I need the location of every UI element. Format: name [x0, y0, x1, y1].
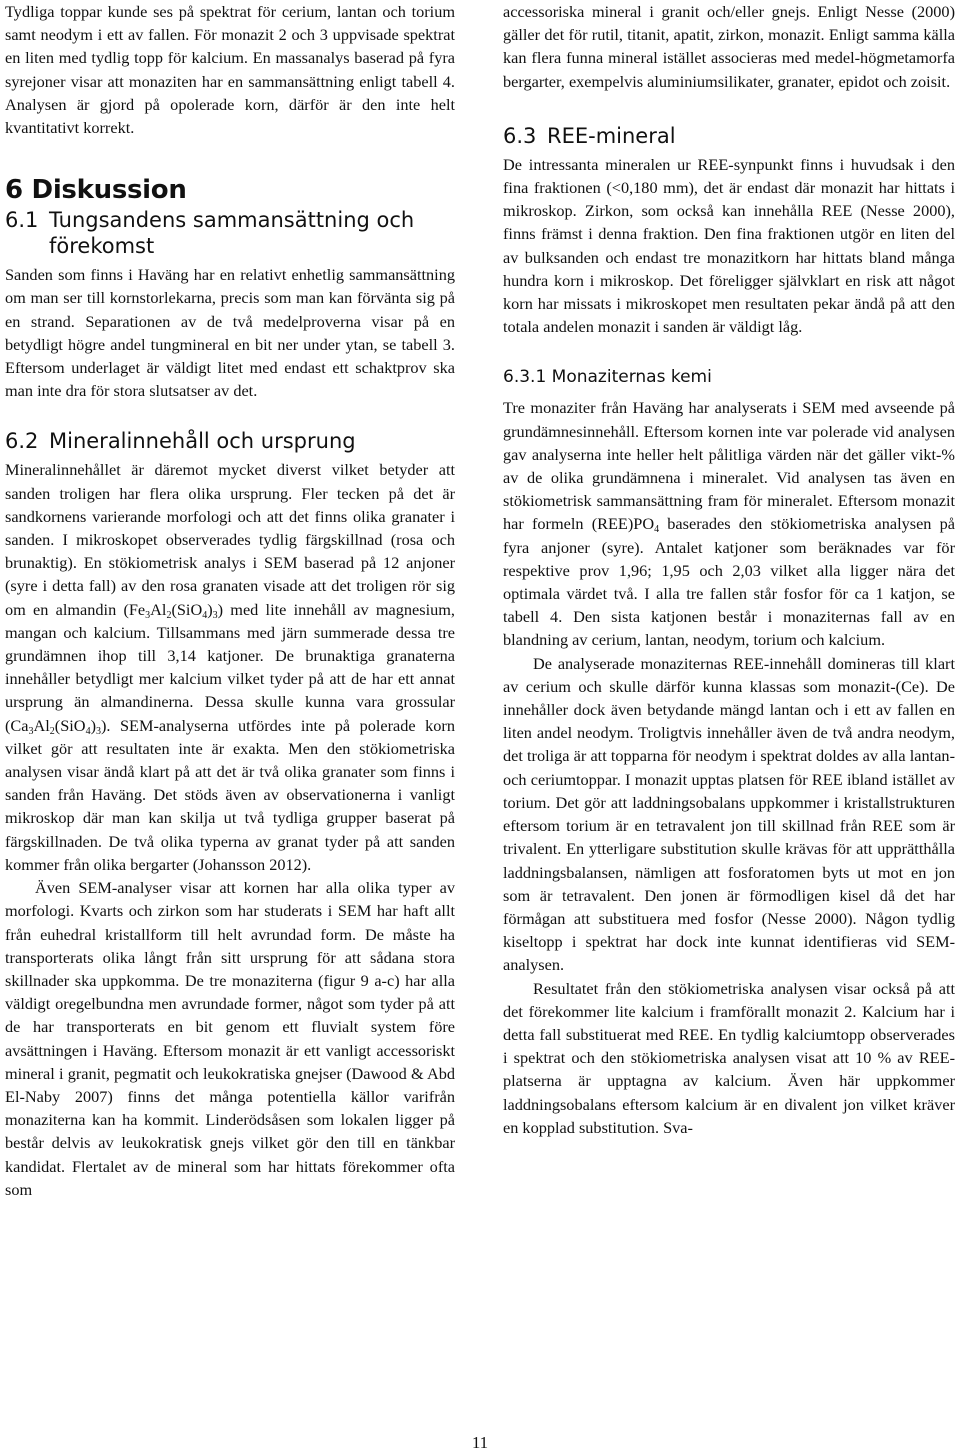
formula-part: (SiO: [171, 599, 203, 619]
text-run: ) med lite innehåll av magnesium, mangan och kalcium. Tillsammans med järn summerade dessa tre grundämnen ihop till 3,14 katjoner. De brunaktiga granaterna innehåller betydligt mer kalcium vilket tyder på att de har ett annat ursprung än almandinerna. Dessa skulle kunna vara grossular (Ca: [5, 599, 456, 735]
subscript: 4: [654, 524, 660, 536]
formula-part: (SiO: [54, 715, 86, 735]
subsection-number: 6.3: [503, 123, 537, 148]
subsubsection-heading-6-3-1: 6.3.1 Monaziternas kemi: [503, 367, 712, 388]
left-column: [5, 0, 455, 1201]
text-run: baserades den stökiometriska analysen på fyra anjoner (syre). Antalet katjoner som beräknades var för respektive prov 1,96; 1,95 och 2,03 vilket alla ligger nära det optimala värdet två. I alla tre fallen står fosfor för ca 1 katjon, se tabell 4. Den sista katjonen består i monaziternas fall av en blandning av cerium, lantan, neodym, torium och kalcium.: [503, 514, 956, 650]
subscript: 2: [49, 725, 55, 737]
subscript: 4: [202, 609, 208, 621]
subsection-number: 6.2: [5, 429, 39, 454]
subscript: 3: [212, 609, 218, 621]
text-run: Tre monaziter från Haväng har analyserats i SEM med avseende på grundämnesinnehåll. Eftersom kornen inte var polerade vid analysen gav analyserna inte heller helt pålitliga värden när det gäller vikt-% av de olika grundämnena i mineralet. Vid analysen tas även en stökiometrisk sammansättning fram för mineralet. Eftersom monazit har formeln (REE)PO: [503, 398, 955, 534]
text-run: Mineralinnehållet är däremot mycket diverst vilket betyder att sanden troligen har flera olika ursprung. Fler tecken på det är sandkornens varierande morfologi och att det finns olika granater i sanden. I mikroskopet observerades tydlig färgskillnad (rosa och brunaktig). En stökiometrisk analys i SEM baserad på 12 anjoner (syre i detta fall) av den rosa granaten visade att det troligen rör sig om en almandin (Fe: [5, 460, 455, 619]
subsection-title-line1: Tungsandens sammansättning och: [49, 208, 415, 233]
subscript: 3: [145, 609, 151, 621]
subsection-heading-6-2: [5, 428, 455, 454]
subsection-heading-6-1: [5, 207, 455, 259]
formula-part: ): [90, 715, 96, 735]
paragraph-6-2a: [5, 458, 455, 876]
formula-part: Al: [150, 599, 167, 619]
text-run: ). SEM-analyserna utfördes inte på polerade korn vilket gör att resultaten inte är exakta. Men den stökiometriska analysen visar ändå klart på att det är två olika granater som finns i sanden från Haväng. Det stöds även av observationerna i vanligt mikroskop där man kan skilja ut två tydliga grupper baserat på färgskillnaden. De två olika typerna av granat tyder på att sanden kommer från olika bergarter (Johansson 2012).: [5, 715, 455, 874]
paragraph-6-3-1b: De analyserade monaziternas REE-innehåll domineras till klart av cerium och skulle därför kunna klassas som monazit-(Ce). De innehåller dock även betydande mängd lantan och i ett av fallen en liten andel neodym. Troligtvis innehåller även de två andra neodym, det troliga är att topparna för neodym i spektrat doldes av alla lantan- och ceriumtoppar. I monazit upptas platsen för REE ibland istället av torium. Det gör att laddningsobalans uppkommer i kristallstrukturen eftersom torium är en tetravalent jon till skillnad från REE som är trivalent. En ytterligare substitution skulle krävas för att upprätthålla laddningsbalansen, nämligen att fosforatomen byts ut mot en jon som är tetravalent. Den jonen är förmodligen kisel då det har förmågan att substituera med fosfor (Nesse 2000). Någon tydlig kiseltopp i spektrat har dock inte kunnat identifieras vid SEM-analysen.: [503, 653, 955, 975]
right-column: [503, 0, 955, 1139]
subscript: 2: [166, 609, 172, 621]
paragraph-6-3-1c: Resultatet från den stökiometriska analysen visar också på att det förekommer lite kalcium i framförallt monazit 2. Kalcium har i detta fall substituerat med REE. En tydlig kalciumtopp observerades i spektrat och den stökiometriska analysen visat att 10 % av REE-platserna är upptagna av kalcium. Även här uppkommer laddningsobalans eftersom kalcium är en divalent jon vilket kräver en kopplad substitution. Sva-: [503, 978, 955, 1137]
subsection-number: 6.1: [5, 208, 39, 233]
subsection-title-line2: förekomst: [49, 234, 155, 259]
formula-part: ): [207, 599, 213, 619]
subsection-title: Mineralinnehåll och ursprung: [49, 429, 356, 454]
subsection-title: REE-mineral: [547, 123, 676, 148]
subsection-heading-6-3: [503, 123, 955, 149]
paragraph-6-3-1a: [503, 396, 955, 651]
intro-paragraph: Tydliga toppar kunde ses på spektrat för cerium, lantan och torium samt neodym i ett av fallen. För monazit 2 och 3 uppvisade spektrat en liten med tydlig topp för kalcium. En massanalys baserad på fyra syrejoner visar att monaziten har en sammansättning enligt tabell 4. Analysen är gjord på opolerade korn, därför är den inte helt kvantitativt korrekt.: [5, 2, 455, 138]
subscript: 3: [28, 725, 34, 737]
paragraph-6-1: Sanden som finns i Haväng har en relativt enhetlig sammansättning om man ser till kornstorlekarna, precis som man kan förvänta sig på en strand. Separationen av de två medelproverna visar på en betydligt högre andel tungmineral en bit ner under ytan, se tabell 3. Eftersom underlaget är väldigt litet med endast ett schaktprov ska man inte dra för stora slutsatser av det.: [5, 265, 455, 401]
continuation-paragraph: accessoriska mineral i granit och/eller gnejs. Enligt Nesse (2000) gäller det för rutil, titanit, apatit, zirkon, monazit. Enligt samma källa kan flera funna mineral istället associeras med medel-högmetamorfa bergarter, exempelvis aluminiumsilikater, granater, epidot och zoisit.: [503, 2, 955, 91]
subscript: 4: [85, 725, 91, 737]
section-heading-diskussion: 6 Diskussion: [5, 175, 187, 206]
page-number: 11: [471, 1433, 489, 1452]
paragraph-6-2b: Även SEM-analyser visar att kornen har alla olika typer av morfologi. Kvarts och zirkon som har studerats i SEM har haft allt från euhedral kristallform till helt avrundad form. De måste ha transporterats olika långt från sitt ursprung för att sådana stora skillnader ska uppkomma. De tre monaziterna (figur 9 a-c) har alla väldigt oregelbundna men avrundade former, något som tyder på att de har transporterats en bit genom ett fluvialt system före avsättningen i Haväng. Eftersom monazit är ett vanligt accessoriskt mineral i granit, pegmatit och leukokratiska gnejser (Dawood & Abd El-Naby 2007) finns det många potentiella källor varifrån monaziterna kan ha kommit. Linderödsåsen som lokalen ligger på består delvis av leukokratisk gnejs vilket gör den till en tänkbar kandidat. Flertalet av de mineral som har hittats förekommer ofta som: [5, 878, 455, 1199]
paragraph-6-3: De intressanta mineralen ur REE-synpunkt finns i huvudsak i den fina fraktionen (<0,180 mm), det är endast där monazit har hittats i mikroskop. Zirkon, som också kan innehålla REE (Nesse 2000), finns främst i denna fraktion. Den fina fraktionen utgör en liten del av bulksanden och endast tre monazitkorn har hittats bland många hundra korn i mikroskop. Det föreligger självklart en risk att något korn har missats i mikroskopet men resultaten pekar ändå på att den totala andelen monazit i sanden är väldigt låg.: [503, 154, 955, 337]
formula-part: Al: [33, 715, 50, 735]
subscript: 3: [95, 725, 101, 737]
